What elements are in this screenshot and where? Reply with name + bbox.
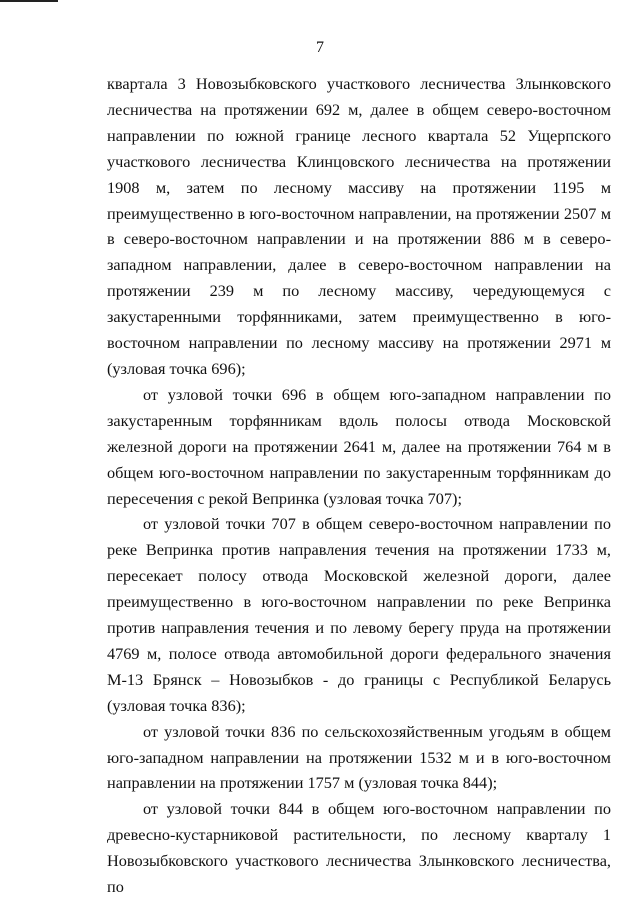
paragraph-node-707: от узловой точки 707 в общем северо-восточном направлении по реке Вепринка против направления течения на протяжении 1733 м, пересекает полосу отвода Московской железной дороги, далее преимущественно в юго-восточном направлении по реке Вепринка против направления течения и по левому берегу пруда на протяжении 4769 м, полосе отвода автомобильной дороги федерального значения М-13 Брянск – Новозыбков - до границы с Республикой Беларусь (узловая точка 836); [107,514,611,715]
document-body [107,71,611,900]
paragraph-node-696: от узловой точки 696 в общем юго-западном направлении по закустаренным торфянникам вдоль полосы отвода Московской железной дороги на протяжении 2641 м, далее на протяжении 764 м в общем юго-восточном направлении по закустаренным торфянникам до пересечения с рекой Вепринка (узловая точка 707); [107,384,611,508]
page-number: 7 [316,39,324,56]
paragraph-node-844: от узловой точки 844 в общем юго-восточном направлении по древесно-кустарниковой растительности, по лесному кварталу 1 Новозыбковского участкового лесничества Злынковского лесничества, по [107,799,611,897]
paragraph-continuation: квартала 3 Новозыбковского участкового лесничества Злынковского лесничества на протяжении 692 м, далее в общем северо-восточном направлении по южной границе лесного квартала 52 Ущерпского участкового лесничества Клинцовского лесничества на протяжении 1908 м, затем по лесному массиву на протяжении 1195 м преимущественно в юго-восточном направлении, на протяжении 2507 м в северо-восточном направлении и на протяжении 886 м в северо-западном направлении, далее в северо-восточном направлении на протяжении 239 м по лесному массиву, чередующемуся с закустаренными торфянниками, затем преимущественно в юго-восточном направлении по лесному массиву на протяжении 2971 м (узловая точка 696); [107,74,611,378]
scan-corner-line [0,0,58,2]
paragraph-node-836: от узловой точки 836 по сельскохозяйственным угодьям в общем юго-западном направлении на протяжении 1532 м и в юго-восточном направлении на протяжении 1757 м (узловая точка 844); [107,721,611,793]
